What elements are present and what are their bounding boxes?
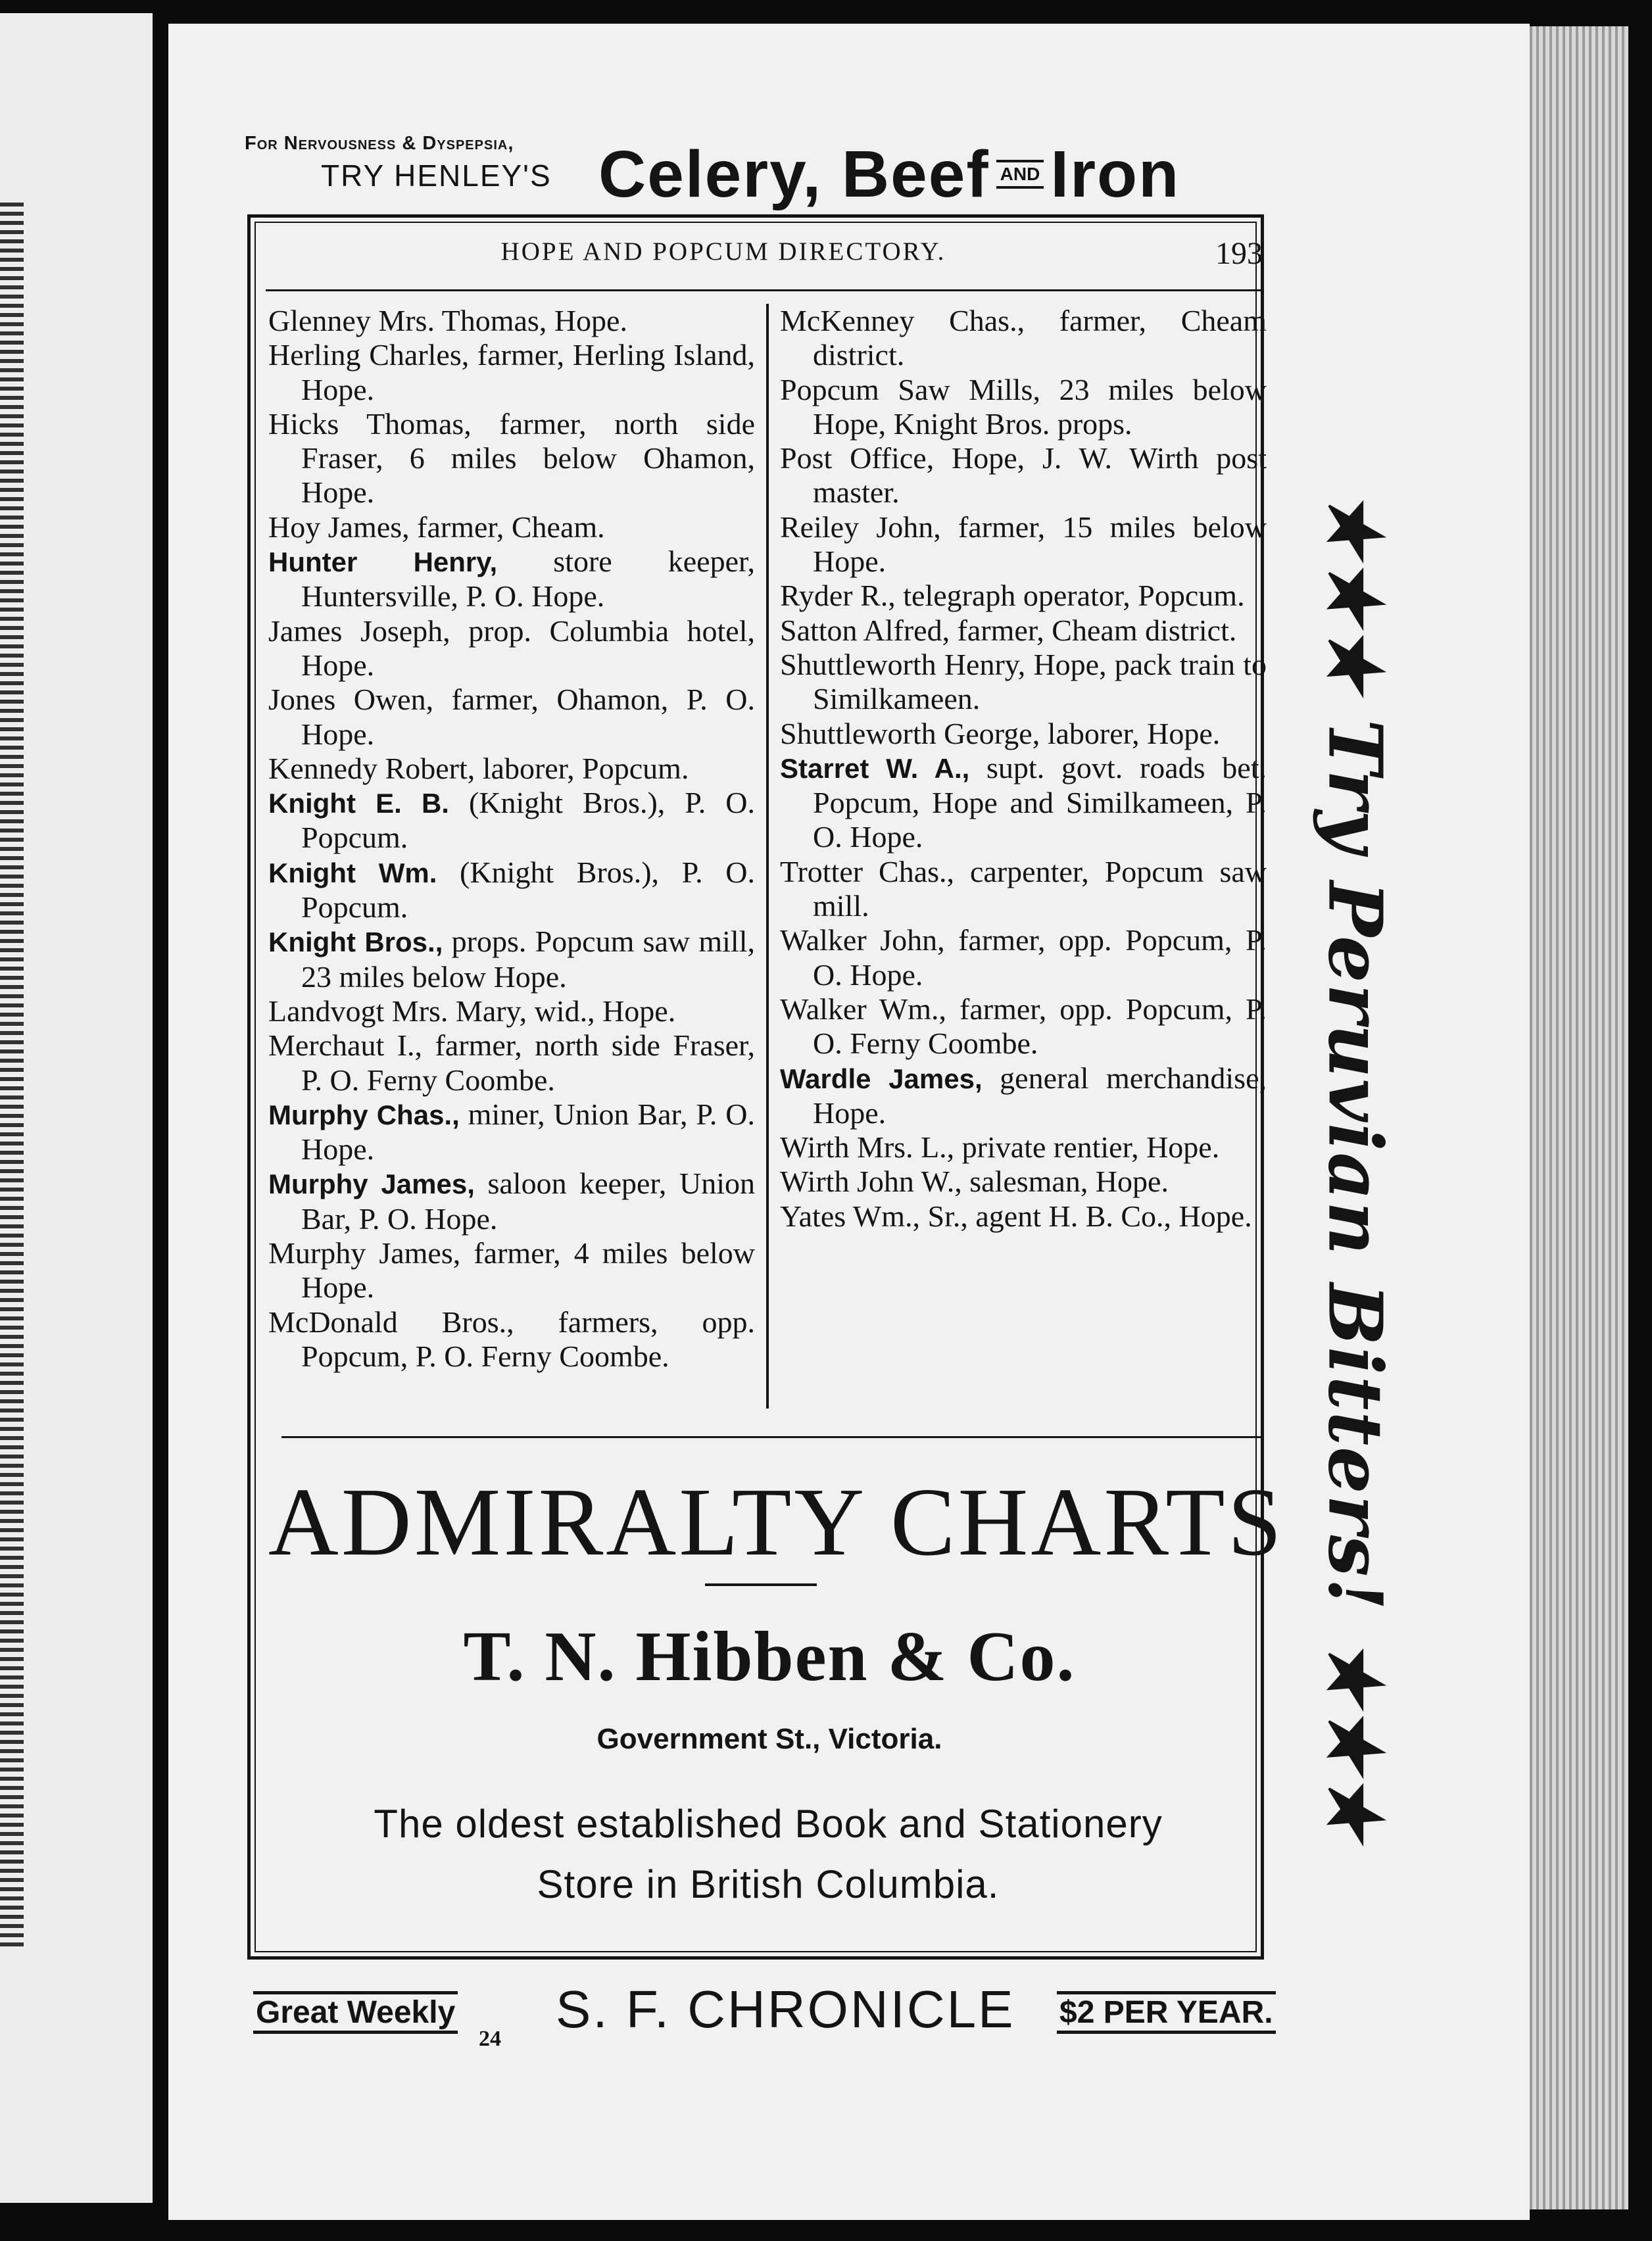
entry-text: Ryder R., telegraph operator, Popcum. — [780, 579, 1245, 613]
top-ad-try-text: TRY HENLEY'S — [321, 158, 552, 193]
top-ad-product-2: Iron — [1050, 137, 1180, 211]
directory-entry — [780, 751, 1267, 855]
entry-text: Hicks Thomas, farmer, north side Fraser, 6 miles below Ohamon, Hope. — [268, 406, 755, 510]
ad-tagline-line-2: Store in British Columbia. — [537, 1862, 1000, 1906]
entry-text: Post Office, Hope, J. W. Wirth post master. — [780, 441, 1267, 510]
directory-entry — [268, 338, 755, 407]
entry-text: Trotter Chas., carpenter, Popcum saw mill. — [780, 854, 1267, 923]
directory-entry — [780, 1199, 1267, 1234]
entry-text: Reiley John, farmer, 15 miles below Hope. — [780, 510, 1267, 579]
entry-text: miner, Union Bar, P. O. Hope. — [301, 1097, 755, 1167]
directory-entry — [268, 1236, 755, 1305]
directory-entry — [780, 1130, 1267, 1165]
entry-text: (Knight Bros.), P. O. Popcum. — [301, 786, 755, 855]
entry-text: Jones Owen, farmer, Ohamon, P. O. Hope. — [268, 683, 755, 751]
directory-entry — [268, 1305, 755, 1374]
entry-name: Knight Wm. — [268, 857, 437, 888]
directory-entry — [268, 614, 755, 683]
entry-text: Walker Wm., farmer, opp. Popcum, P. O. Ferny Coombe. — [780, 992, 1267, 1061]
directory-entry — [268, 510, 755, 544]
bottom-ad-price: $2 PER YEAR. — [1057, 1991, 1276, 2034]
directory-entry — [780, 304, 1267, 373]
directory-entry — [780, 717, 1267, 751]
directory-entry — [268, 855, 755, 925]
entry-name: Murphy James, — [268, 1169, 475, 1200]
entry-name: Hunter Henry, — [268, 546, 498, 578]
top-ad-and: AND — [996, 160, 1044, 189]
bottom-ad-left: Great Weekly — [253, 1991, 458, 2034]
directory-left-column — [268, 304, 755, 1374]
top-ad-product — [598, 128, 1289, 220]
top-ad-small-text: For Nervousness & Dyspepsia, — [245, 133, 514, 154]
section-rule — [281, 1436, 1261, 1438]
ad-tagline-line-1: The oldest established Book and Stationery — [374, 1802, 1163, 1846]
entry-text: Satton Alfred, farmer, Cheam district. — [780, 613, 1237, 647]
ad-company-name: T. N. Hibben & Co. — [463, 1618, 1076, 1696]
ad-short-rule — [705, 1583, 817, 1586]
entry-text: Wirth John W., salesman, Hope. — [780, 1165, 1169, 1199]
directory-right-column — [780, 304, 1267, 1234]
entry-text: general merchandise, Hope. — [813, 1061, 1267, 1130]
directory-entry — [780, 648, 1267, 717]
entry-name: Starret W. A., — [780, 752, 970, 784]
directory-entry — [780, 1061, 1267, 1131]
entry-text: Shuttleworth Henry, Hope, pack train to Similkameen. — [780, 647, 1267, 716]
directory-entry — [780, 579, 1267, 613]
directory-entry — [268, 304, 755, 338]
directory-entry — [268, 407, 755, 510]
entry-text: store keeper, Huntersville, P. O. Hope. — [301, 544, 755, 614]
entry-text: Hoy James, farmer, Cheam. — [268, 510, 605, 544]
entry-text: Kennedy Robert, laborer, Popcum. — [268, 751, 689, 785]
bottom-ad-main: S. F. CHRONICLE — [556, 1980, 1015, 2038]
entry-text: Wirth Mrs. L., private rentier, Hope. — [780, 1130, 1220, 1165]
entry-text: Merchaut I., farmer, north side Fraser, P. O. Ferny Coombe. — [268, 1028, 755, 1097]
entry-text: McDonald Bros., farmers, opp. Popcum, P. O. Ferny Coombe. — [268, 1305, 755, 1373]
ad-address: Government St., Victoria. — [596, 1723, 942, 1755]
page-number: 193 — [1215, 236, 1263, 271]
bottom-ad — [253, 1980, 1292, 2038]
directory-entry — [268, 544, 755, 614]
entry-name: Knight Bros., — [268, 927, 443, 958]
entry-name: Wardle James, — [780, 1063, 983, 1094]
entry-text: McKenney Chas., farmer, Cheam district. — [780, 304, 1267, 372]
entry-name: Knight E. B. — [268, 788, 449, 819]
ad-headline: ADMIRALTY CHARTS — [268, 1468, 1284, 1576]
entry-text: (Knight Bros.), P. O. Popcum. — [301, 855, 755, 925]
entry-text: props. Popcum saw mill, 23 miles below Hope. — [301, 925, 755, 994]
directory-entry — [268, 1097, 755, 1167]
directory-entry — [780, 992, 1267, 1061]
signature-mark: 24 — [479, 2027, 501, 2051]
entry-text: Landvogt Mrs. Mary, wid., Hope. — [268, 994, 676, 1028]
side-ad-text: ★★★ Try Peruvian Bitters! ★★★ — [1311, 490, 1398, 1841]
directory-entry — [780, 614, 1267, 648]
directory-entry — [780, 441, 1267, 510]
entry-text: saloon keeper, Union Bar, P. O. Hope. — [301, 1167, 755, 1236]
running-head: HOPE AND POPCUM DIRECTORY. — [500, 237, 946, 266]
entry-text: Glenney Mrs. Thomas, Hope. — [268, 304, 627, 337]
entry-text: Yates Wm., Sr., agent H. B. Co., Hope. — [780, 1199, 1252, 1233]
directory-entry — [268, 1028, 755, 1097]
directory-entry — [780, 510, 1267, 579]
directory-entry — [268, 994, 755, 1028]
entry-text: James Joseph, prop. Columbia hotel, Hope. — [268, 614, 755, 682]
directory-entry — [780, 855, 1267, 924]
top-ad-product-1: Celery, Beef — [598, 137, 990, 211]
column-divider — [766, 304, 769, 1409]
directory-entry — [780, 373, 1267, 442]
ad-tagline — [268, 1794, 1268, 1915]
directory-entry — [268, 925, 755, 994]
entry-name: Murphy Chas., — [268, 1099, 460, 1130]
directory-entry — [268, 1167, 755, 1236]
decorative-border — [0, 197, 24, 1946]
entry-text: Popcum Saw Mills, 23 miles below Hope, Knight Bros. props. — [780, 372, 1267, 441]
directory-entry — [268, 752, 755, 786]
header-rule — [266, 289, 1261, 291]
directory-entry — [780, 923, 1267, 992]
entry-text: Herling Charles, farmer, Herling Island, Hope. — [268, 338, 755, 406]
directory-entry — [268, 786, 755, 855]
page-edges — [1530, 26, 1628, 2209]
directory-entry — [780, 1165, 1267, 1199]
directory-entry — [268, 683, 755, 752]
entry-text: Murphy James, farmer, 4 miles below Hope. — [268, 1236, 755, 1305]
entry-text: Shuttleworth George, laborer, Hope. — [780, 716, 1221, 750]
entry-text: supt. govt. roads bet. Popcum, Hope and Similkameen, P. O. Hope. — [813, 750, 1267, 854]
entry-text: Walker John, farmer, opp. Popcum, P. O. Hope. — [780, 923, 1267, 992]
